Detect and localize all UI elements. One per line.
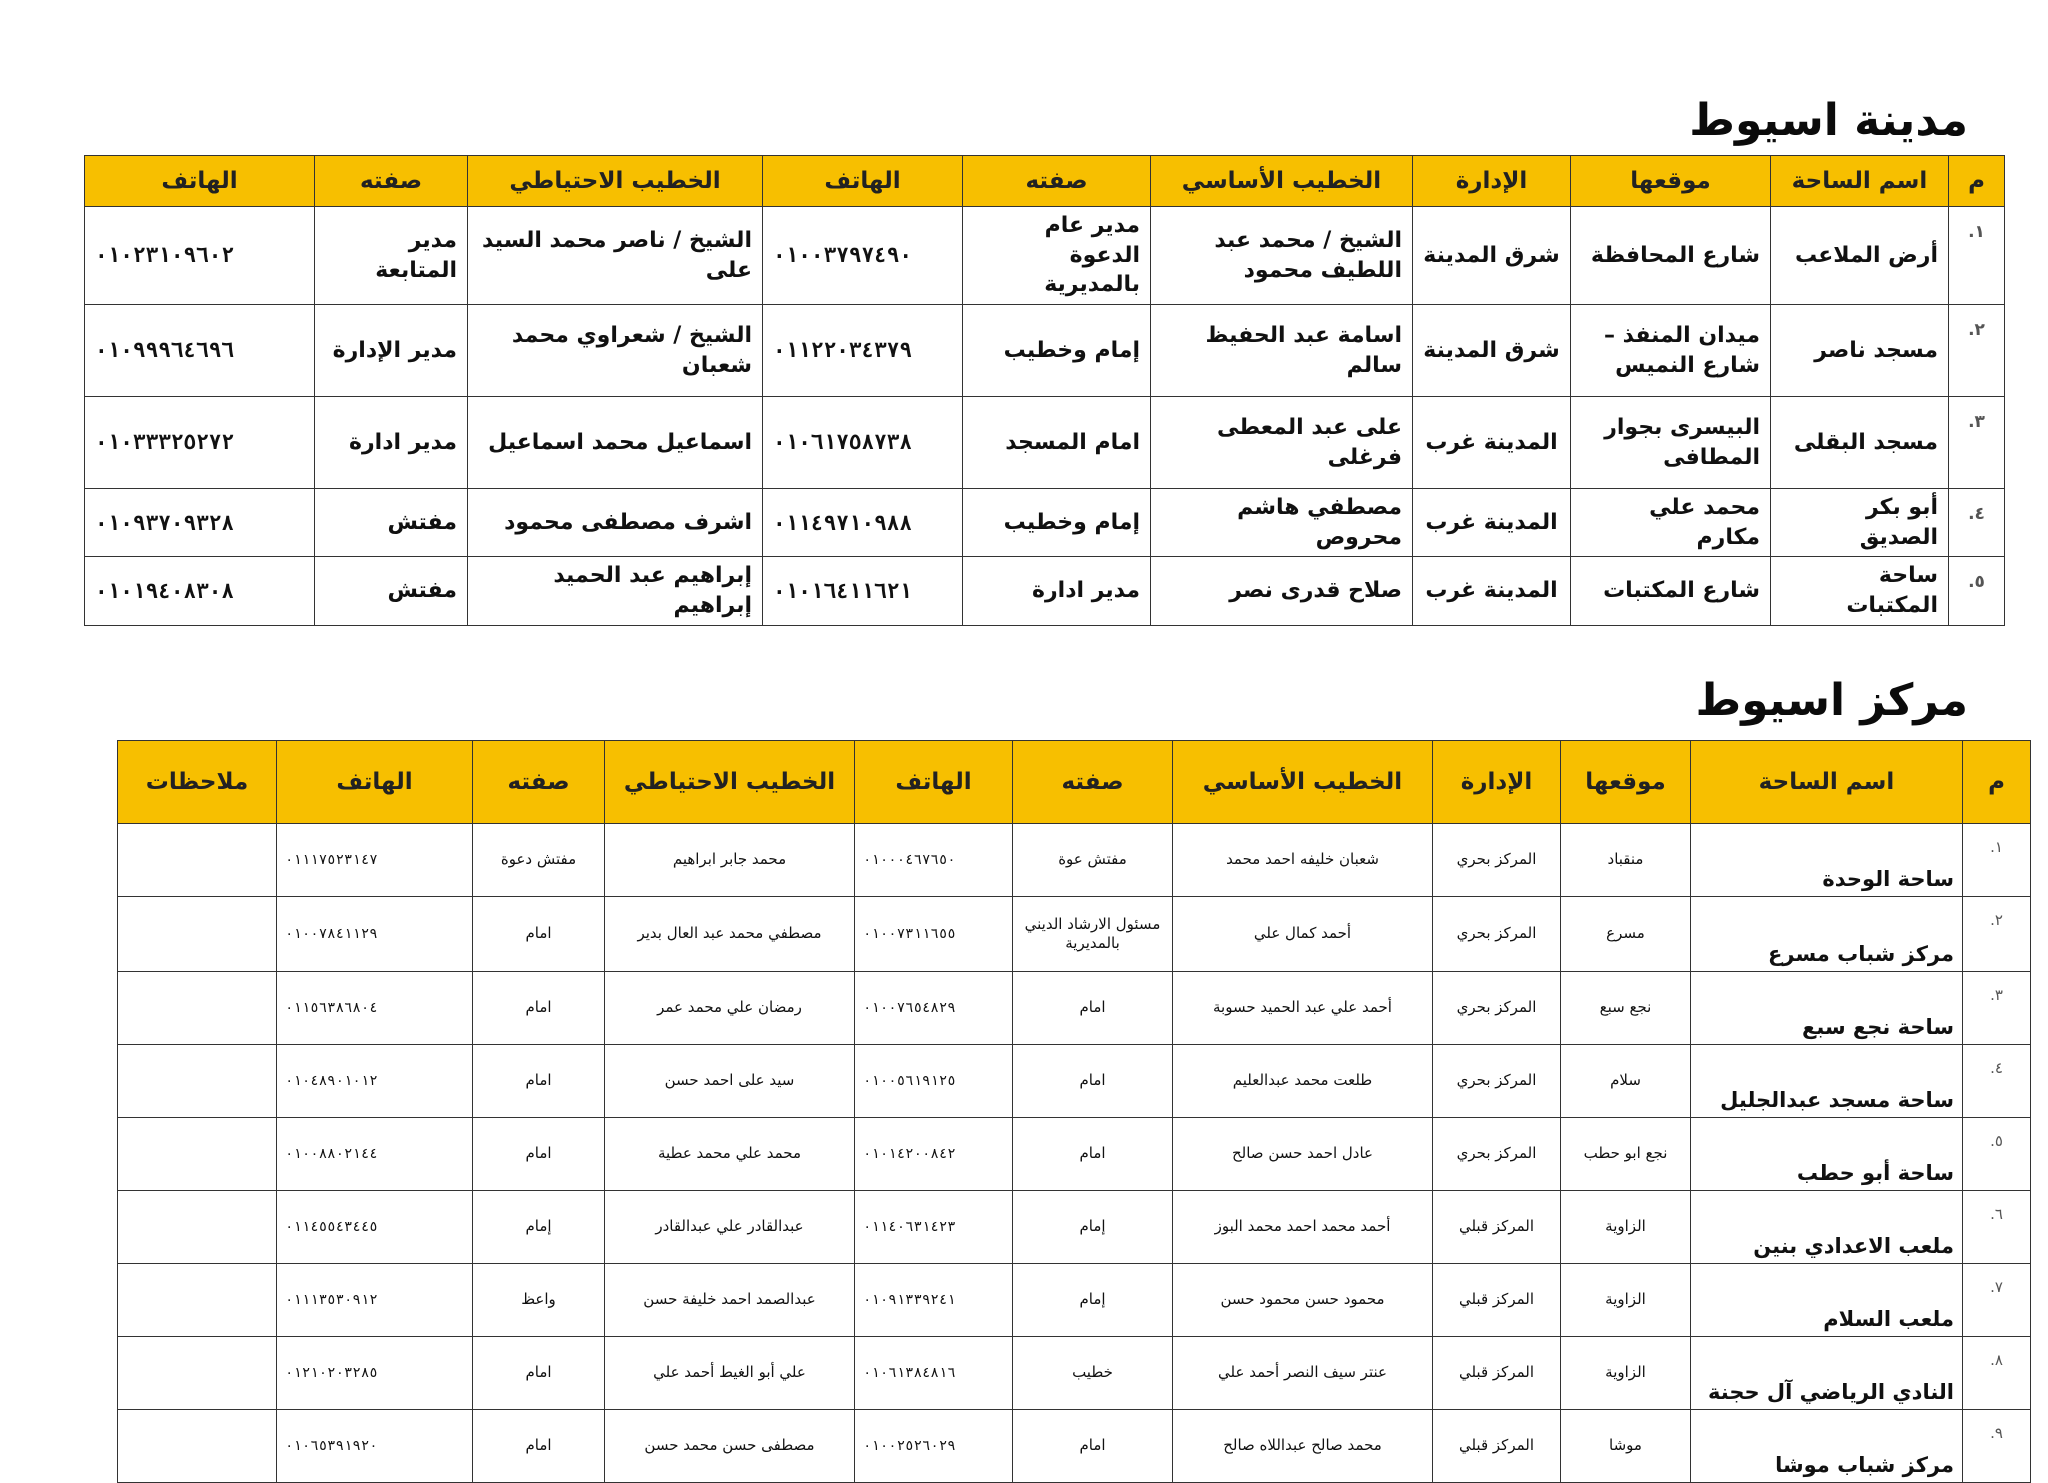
backup-phone: ٠١١٥٦٣٨٦٨٠٤ bbox=[277, 972, 473, 1045]
backup-title: مفتش bbox=[315, 557, 468, 625]
main-preacher: طلعت محمد عبدالعليم bbox=[1173, 1045, 1433, 1118]
administration: المركز بحري bbox=[1433, 824, 1561, 897]
main-preacher: محمود حسن محمود حسن bbox=[1173, 1264, 1433, 1337]
col-header-administration: الإدارة bbox=[1433, 741, 1561, 824]
square-name: ساحة الوحدة bbox=[1691, 824, 1963, 897]
backup-preacher: رمضان علي محمد عمر bbox=[605, 972, 855, 1045]
backup-title: امام bbox=[473, 1045, 605, 1118]
row-number: ٧. bbox=[1963, 1264, 2031, 1337]
main-preacher: صلاح قدرى نصر bbox=[1151, 557, 1413, 625]
location: محمد علي مكارم bbox=[1571, 489, 1771, 557]
square-name: ساحة أبو حطب bbox=[1691, 1118, 1963, 1191]
location: ميدان المنفذ – شارع النميس bbox=[1571, 305, 1771, 397]
backup-phone: ٠١٠٠٨٨٠٢١٤٤ bbox=[277, 1118, 473, 1191]
main-phone: ٠١٠٠٠٤٦٧٦٥٠ bbox=[855, 824, 1013, 897]
backup-phone: ٠١٠٩٩٩٦٤٦٩٦ bbox=[85, 305, 315, 397]
location: شارع المحافظة bbox=[1571, 207, 1771, 305]
notes-cell bbox=[118, 1264, 277, 1337]
backup-phone: ٠١٠٠٧٨٤١١٢٩ bbox=[277, 897, 473, 972]
col-header-backup-title: صفته bbox=[315, 156, 468, 207]
col-header-main-preacher: الخطيب الأساسي bbox=[1173, 741, 1433, 824]
backup-title: مدير المتابعة bbox=[315, 207, 468, 305]
row-number: ٤. bbox=[1949, 489, 2005, 557]
row-number: ٢. bbox=[1963, 897, 2031, 972]
table-row bbox=[118, 1410, 2031, 1483]
notes-cell bbox=[118, 1410, 277, 1483]
main-phone: ٠١٠٩١٣٣٩٢٤١ bbox=[855, 1264, 1013, 1337]
main-phone: ٠١١٤٠٦٣١٤٢٣ bbox=[855, 1191, 1013, 1264]
square-name: ساحة نجع سبع bbox=[1691, 972, 1963, 1045]
table-row bbox=[118, 1264, 2031, 1337]
col-header-location: موقعها bbox=[1571, 156, 1771, 207]
table-row bbox=[85, 207, 2005, 305]
main-phone: ٠١٠٠٥٦١٩١٢٥ bbox=[855, 1045, 1013, 1118]
table-row bbox=[118, 1045, 2031, 1118]
square-name: مسجد ناصر bbox=[1771, 305, 1949, 397]
backup-title: امام bbox=[473, 1410, 605, 1483]
main-phone: ٠١٠١٦٤١١٦٢١ bbox=[763, 557, 963, 625]
backup-preacher: إبراهيم عبد الحميد إبراهيم bbox=[468, 557, 763, 625]
square-name: مسجد البقلى bbox=[1771, 397, 1949, 489]
backup-title: مدير الإدارة bbox=[315, 305, 468, 397]
backup-preacher: محمد علي محمد عطية bbox=[605, 1118, 855, 1191]
notes-cell bbox=[118, 1191, 277, 1264]
location: الزاوية bbox=[1561, 1264, 1691, 1337]
table-header-row bbox=[118, 741, 2031, 824]
square-name: أبو بكر الصديق bbox=[1771, 489, 1949, 557]
table-row bbox=[85, 305, 2005, 397]
administration: المركز بحري bbox=[1433, 1045, 1561, 1118]
backup-phone: ٠١٠١٩٤٠٨٣٠٨ bbox=[85, 557, 315, 625]
table-row bbox=[118, 897, 2031, 972]
main-title: خطيب bbox=[1013, 1337, 1173, 1410]
backup-preacher: علي أبو الغيط أحمد علي bbox=[605, 1337, 855, 1410]
square-name: ساحة مسجد عبدالجليل bbox=[1691, 1045, 1963, 1118]
center-squares-table bbox=[117, 740, 2031, 1483]
main-phone: ٠١١٤٩٧١٠٩٨٨ bbox=[763, 489, 963, 557]
notes-cell bbox=[118, 972, 277, 1045]
notes-cell bbox=[118, 824, 277, 897]
backup-preacher: الشيخ / شعراوي محمد شعبان bbox=[468, 305, 763, 397]
backup-phone: ٠١١٤٥٥٤٣٤٤٥ bbox=[277, 1191, 473, 1264]
backup-phone: ٠١٠٤٨٩٠١٠١٢ bbox=[277, 1045, 473, 1118]
row-number: ١. bbox=[1949, 207, 2005, 305]
administration: شرق المدينة bbox=[1413, 305, 1571, 397]
row-number: ٣. bbox=[1949, 397, 2005, 489]
main-title: إمام وخطيب bbox=[963, 305, 1151, 397]
backup-title: امام bbox=[473, 1118, 605, 1191]
main-title: مسئول الارشاد الديني بالمديرية bbox=[1013, 897, 1173, 972]
administration: المدينة غرب bbox=[1413, 557, 1571, 625]
administration: المركز قبلي bbox=[1433, 1410, 1561, 1483]
backup-preacher: سيد على احمد حسن bbox=[605, 1045, 855, 1118]
col-header-main-phone: الهاتف bbox=[763, 156, 963, 207]
administration: المدينة غرب bbox=[1413, 489, 1571, 557]
backup-title: واعظ bbox=[473, 1264, 605, 1337]
row-number: ٦. bbox=[1963, 1191, 2031, 1264]
main-preacher: على عبد المعطى فرغلى bbox=[1151, 397, 1413, 489]
administration: شرق المدينة bbox=[1413, 207, 1571, 305]
backup-preacher: اشرف مصطفى محمود bbox=[468, 489, 763, 557]
backup-preacher: مصطفي محمد عبد العال بدير bbox=[605, 897, 855, 972]
backup-phone: ٠١٠٦٥٣٩١٩٢٠ bbox=[277, 1410, 473, 1483]
main-preacher: أحمد كمال علي bbox=[1173, 897, 1433, 972]
backup-title: امام bbox=[473, 1337, 605, 1410]
main-phone: ٠١٠٠٧٦٥٤٨٢٩ bbox=[855, 972, 1013, 1045]
row-number: ٩. bbox=[1963, 1410, 2031, 1483]
col-header-main-preacher: الخطيب الأساسي bbox=[1151, 156, 1413, 207]
backup-title: مفتش bbox=[315, 489, 468, 557]
col-header-backup-preacher: الخطيب الاحتياطي bbox=[605, 741, 855, 824]
main-preacher: عادل احمد حسن صالح bbox=[1173, 1118, 1433, 1191]
location: سلام bbox=[1561, 1045, 1691, 1118]
main-preacher: شعبان خليفه احمد محمد bbox=[1173, 824, 1433, 897]
square-name: مركز شباب موشا bbox=[1691, 1410, 1963, 1483]
table-row bbox=[85, 557, 2005, 625]
table-row bbox=[85, 397, 2005, 489]
square-name: مركز شباب مسرع bbox=[1691, 897, 1963, 972]
main-preacher: اسامة عبد الحفيظ سالم bbox=[1151, 305, 1413, 397]
col-header-location: موقعها bbox=[1561, 741, 1691, 824]
location: الزاوية bbox=[1561, 1337, 1691, 1410]
row-number: ٥. bbox=[1963, 1118, 2031, 1191]
main-preacher: محمد صالح عبداللاه صالح bbox=[1173, 1410, 1433, 1483]
col-header-square-name: اسم الساحة bbox=[1771, 156, 1949, 207]
main-phone: ٠١٠٠٧٣١١٦٥٥ bbox=[855, 897, 1013, 972]
col-header-backup-phone: الهاتف bbox=[277, 741, 473, 824]
administration: المركز بحري bbox=[1433, 1118, 1561, 1191]
col-header-backup-preacher: الخطيب الاحتياطي bbox=[468, 156, 763, 207]
main-title: امام bbox=[1013, 1118, 1173, 1191]
col-header-backup-title: صفته bbox=[473, 741, 605, 824]
main-preacher: مصطفي هاشم محروص bbox=[1151, 489, 1413, 557]
main-title: امام bbox=[1013, 972, 1173, 1045]
backup-phone: ٠١٠٣٣٣٢٥٢٧٢ bbox=[85, 397, 315, 489]
location: نجع سبع bbox=[1561, 972, 1691, 1045]
notes-cell bbox=[118, 1118, 277, 1191]
table-row bbox=[118, 1191, 2031, 1264]
administration: المركز بحري bbox=[1433, 972, 1561, 1045]
main-title: إمام bbox=[1013, 1264, 1173, 1337]
col-header-num: م bbox=[1963, 741, 2031, 824]
main-title: امام المسجد bbox=[963, 397, 1151, 489]
administration: المركز قبلي bbox=[1433, 1337, 1561, 1410]
location: شارع المكتبات bbox=[1571, 557, 1771, 625]
backup-title: إمام bbox=[473, 1191, 605, 1264]
main-preacher: الشيخ / محمد عبد اللطيف محمود bbox=[1151, 207, 1413, 305]
main-preacher: أحمد علي عبد الحميد حسوبة bbox=[1173, 972, 1433, 1045]
main-title: مفتش عوة bbox=[1013, 824, 1173, 897]
square-name: ساحة المكتبات bbox=[1771, 557, 1949, 625]
main-title: مدير عام الدعوة بالمديرية bbox=[963, 207, 1151, 305]
main-title: امام bbox=[1013, 1045, 1173, 1118]
backup-preacher: مصطفى حسن محمد حسن bbox=[605, 1410, 855, 1483]
backup-phone: ٠١١١٧٥٢٣١٤٧ bbox=[277, 824, 473, 897]
backup-title: مفتش دعوة bbox=[473, 824, 605, 897]
main-preacher: عنتر سيف النصر أحمد علي bbox=[1173, 1337, 1433, 1410]
location: منقباد bbox=[1561, 824, 1691, 897]
backup-preacher: عبدالقادر علي عبدالقادر bbox=[605, 1191, 855, 1264]
main-title: مدير ادارة bbox=[963, 557, 1151, 625]
backup-preacher: الشيخ / ناصر محمد السيد على bbox=[468, 207, 763, 305]
col-header-square-name: اسم الساحة bbox=[1691, 741, 1963, 824]
main-preacher: أحمد محمد احمد محمد البوز bbox=[1173, 1191, 1433, 1264]
notes-cell bbox=[118, 1045, 277, 1118]
col-header-main-title: صفته bbox=[1013, 741, 1173, 824]
administration: المركز قبلي bbox=[1433, 1191, 1561, 1264]
administration: المركز قبلي bbox=[1433, 1264, 1561, 1337]
location: مسرع bbox=[1561, 897, 1691, 972]
backup-preacher: اسماعيل محمد اسماعيل bbox=[468, 397, 763, 489]
backup-title: مدير ادارة bbox=[315, 397, 468, 489]
backup-preacher: محمد جابر ابراهيم bbox=[605, 824, 855, 897]
square-name: ملعب الاعدادي بنين bbox=[1691, 1191, 1963, 1264]
location: الزاوية bbox=[1561, 1191, 1691, 1264]
row-number: ٨. bbox=[1963, 1337, 2031, 1410]
location: نجع ابو حطب bbox=[1561, 1118, 1691, 1191]
main-phone: ٠١١٢٢٠٣٤٣٧٩ bbox=[763, 305, 963, 397]
location: البيسرى بجوار المطافى bbox=[1571, 397, 1771, 489]
table-row bbox=[118, 824, 2031, 897]
notes-cell bbox=[118, 897, 277, 972]
square-name: النادي الرياضي آل حجنة bbox=[1691, 1337, 1963, 1410]
city-squares-table bbox=[84, 155, 2005, 626]
main-phone: ٠١٠٠٣٧٩٧٤٩٠ bbox=[763, 207, 963, 305]
col-header-administration: الإدارة bbox=[1413, 156, 1571, 207]
row-number: ٢. bbox=[1949, 305, 2005, 397]
col-header-notes: ملاحظات bbox=[118, 741, 277, 824]
main-title: إمام وخطيب bbox=[963, 489, 1151, 557]
square-name: ملعب السلام bbox=[1691, 1264, 1963, 1337]
main-phone: ٠١٠٦١٧٥٨٧٣٨ bbox=[763, 397, 963, 489]
table-row bbox=[118, 1118, 2031, 1191]
location: موشا bbox=[1561, 1410, 1691, 1483]
backup-title: امام bbox=[473, 897, 605, 972]
backup-phone: ٠١٠٩٣٧٠٩٣٢٨ bbox=[85, 489, 315, 557]
main-phone: ٠١٠٦١٣٨٤٨١٦ bbox=[855, 1337, 1013, 1410]
backup-title: امام bbox=[473, 972, 605, 1045]
notes-cell bbox=[118, 1337, 277, 1410]
backup-preacher: عبدالصمد احمد خليفة حسن bbox=[605, 1264, 855, 1337]
main-title: إمام bbox=[1013, 1191, 1173, 1264]
backup-phone: ٠١١١٣٥٣٠٩١٢ bbox=[277, 1264, 473, 1337]
row-number: ١. bbox=[1963, 824, 2031, 897]
main-phone: ٠١٠١٤٢٠٠٨٤٢ bbox=[855, 1118, 1013, 1191]
section-title-city: مدينة اسيوط bbox=[1689, 95, 1968, 146]
square-name: أرض الملاعب bbox=[1771, 207, 1949, 305]
col-header-main-title: صفته bbox=[963, 156, 1151, 207]
row-number: ٣. bbox=[1963, 972, 2031, 1045]
col-header-num: م bbox=[1949, 156, 2005, 207]
table-header-row bbox=[85, 156, 2005, 207]
backup-phone: ٠١٢١٠٢٠٣٢٨٥ bbox=[277, 1337, 473, 1410]
table-row bbox=[85, 489, 2005, 557]
row-number: ٤. bbox=[1963, 1045, 2031, 1118]
table-row bbox=[118, 972, 2031, 1045]
administration: المركز بحري bbox=[1433, 897, 1561, 972]
section-title-center: مركز اسيوط bbox=[1695, 675, 1968, 726]
main-title: امام bbox=[1013, 1410, 1173, 1483]
col-header-backup-phone: الهاتف bbox=[85, 156, 315, 207]
main-phone: ٠١٠٠٢٥٢٦٠٢٩ bbox=[855, 1410, 1013, 1483]
row-number: ٥. bbox=[1949, 557, 2005, 625]
col-header-main-phone: الهاتف bbox=[855, 741, 1013, 824]
administration: المدينة غرب bbox=[1413, 397, 1571, 489]
table-row bbox=[118, 1337, 2031, 1410]
backup-phone: ٠١٠٢٣١٠٩٦٠٢ bbox=[85, 207, 315, 305]
